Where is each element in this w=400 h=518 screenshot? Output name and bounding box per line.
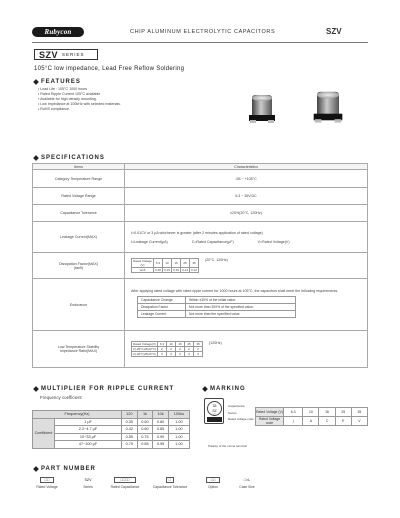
- diamond-bullet-icon: [33, 466, 39, 472]
- pn-box-rated-voltage: □□: [40, 477, 54, 483]
- series-suffix: SERIES: [62, 52, 85, 57]
- feature-item: • Rated Ripple Current 105°C available: [38, 92, 101, 96]
- diamond-bullet-icon: [33, 155, 39, 161]
- capacitor-photo-large: [313, 90, 344, 123]
- diamond-bullet-icon: [33, 79, 39, 85]
- feature-item: • RoHS compliance.: [38, 107, 71, 111]
- multiplier-heading: MULTIPLIER FOR RIPPLE CURRENT: [34, 386, 174, 392]
- row-dissipation-value: Rated Voltage (V) 6.3 10 16 25 35 tanδ 0.26 0.19 0.16 0.14 0.12 (20°C, 120Hz): [125, 253, 368, 279]
- part-number-heading: PART NUMBER: [34, 466, 96, 472]
- row-captol-label: Capacitance Tolerance: [33, 205, 125, 222]
- specifications-table: [32, 163, 368, 368]
- rated-voltage-code-table: Rated Voltage (V) 6.3 10 16 25 35 Rated Voltage code j A C E V: [255, 407, 368, 426]
- marking-top-view: 33 SZ C: [207, 401, 222, 416]
- series-box: [34, 49, 98, 60]
- document-title: CHIP ALUMINUM ELECTROLYTIC CAPACITORS: [130, 29, 276, 35]
- ripple-multiplier-table: Frequency(Hz) 120 1k 10k 100k≤ Coefficient 1 μF 0.35 0.50 0.80 1.00 2.2~4.7 μF 0.42 0.60 0.85 1.00 10~33 μF 0.55 0.75 0.90 1.00 47~100 μF 0.70 0.85 0.95 1.00: [32, 410, 190, 449]
- col-items: Items: [33, 164, 125, 170]
- pn-box-case-size: □×L: [243, 478, 251, 482]
- impedance-mini-table: Rated Voltage(V) 6.3 10 16 25 35 Z(-25°C)/Z(20°C) 2 2 2 2 2 Z(-40°C)/Z(20°C) 3 3 3 3 3: [131, 341, 203, 357]
- tagline: 105°C low impedance, Lead Free Reflow Soldering: [34, 66, 185, 72]
- row-lowtemp-label: Low Temperature Stability Impedance Ratio(MAX): [33, 331, 125, 368]
- row-voltage-value: 6.3 ~ 35V.DC: [125, 188, 368, 205]
- pn-label-case-size: Case Size: [239, 485, 255, 489]
- pn-label-rated-voltage: Rated Voltage: [36, 485, 58, 489]
- diamond-bullet-icon: [33, 386, 39, 392]
- feature-item: • Available for high density mounting.: [38, 97, 97, 101]
- pn-box-series: SZV: [84, 478, 92, 482]
- multiplier-subheading: Frequency coefficient: [40, 395, 82, 400]
- specifications-heading: SPECIFICATIONS: [34, 155, 105, 161]
- pn-label-rated-capacitance: Rated Capacitance: [110, 485, 140, 489]
- diamond-bullet-icon: [202, 386, 208, 392]
- minus-polarity-band: [207, 417, 222, 422]
- row-leakage-label: Leakage Current(MAX): [33, 222, 125, 253]
- rubycon-logo: Rubycon: [32, 27, 84, 37]
- row-dissipation-label: Dissipation Factor(MAX) (tanδ): [33, 253, 125, 279]
- endurance-requirements-table: Capacitance Change Within ±30% of the initial value. Dissipation Factor Not more than 300% of the specified value. Leakage Current Not more than the specified value.: [137, 296, 296, 318]
- features-heading: FEATURES: [34, 79, 81, 85]
- capacitor-photo-small: [248, 93, 276, 123]
- pn-box-rated-capacitance: □□□□: [114, 477, 136, 483]
- pn-label-option: Option: [208, 485, 218, 489]
- row-temp-label: Category Temperature Range: [33, 170, 125, 188]
- series-code: SZV: [326, 27, 342, 36]
- pn-box-option: □□: [206, 477, 220, 483]
- marking-labels: Capacitance Series Rated voltage code: [228, 404, 254, 421]
- features-list: [38, 87, 121, 112]
- feature-item: • Low impedance at 100kHz with selected materials.: [38, 102, 121, 106]
- row-endurance-value: After applying rated voltage with rated ripple current for 1000 hours at 105°C, the capacitors shall meet the following requirements. Capacitance Change Within ±30% of the initial value. Dissipation Factor Not more than 300% of the specified value. Leakage Current Not more than the specified value.: [125, 279, 368, 331]
- row-endurance-label: Endurance: [33, 279, 125, 331]
- marking-polarity-label: Polarity of the minus terminal: [208, 444, 247, 448]
- pn-box-cap-tolerance: □: [166, 477, 174, 483]
- row-lowtemp-value: Rated Voltage(V) 6.3 10 16 25 35 Z(-25°C)/Z(20°C) 2 2 2 2 2 Z(-40°C)/Z(20°C) 3 3 3 3 3 (120Hz): [125, 331, 368, 368]
- marking-diagram: [204, 398, 224, 424]
- series-name: SZV: [39, 49, 59, 60]
- col-characteristics: Characteristics: [125, 164, 368, 170]
- row-captol-value: ±20%(20°C, 120Hz): [125, 205, 368, 222]
- row-temp-value: -55 ~ +105°C: [125, 170, 368, 188]
- pn-label-series: Series: [83, 485, 93, 489]
- header-rule: [32, 42, 368, 43]
- marking-heading: MARKING: [203, 386, 246, 392]
- row-voltage-label: Rated Voltage Range: [33, 188, 125, 205]
- dissipation-mini-table: Rated Voltage (V) 6.3 10 16 25 35 tanδ 0.26 0.19 0.16 0.14 0.12: [133, 259, 197, 272]
- row-leakage-value: I=0.01CV or 3 μA whichever is greater (after 2 minutes application of rated voltage) I=Leakage Current(μA) C=Rated Capacitance(μF) V=Rated Voltage(V): [125, 222, 368, 253]
- pn-label-cap-tolerance: Capacitance Tolerance: [152, 485, 188, 489]
- feature-item: • Load Life : 105°C 1000 hours: [38, 87, 88, 91]
